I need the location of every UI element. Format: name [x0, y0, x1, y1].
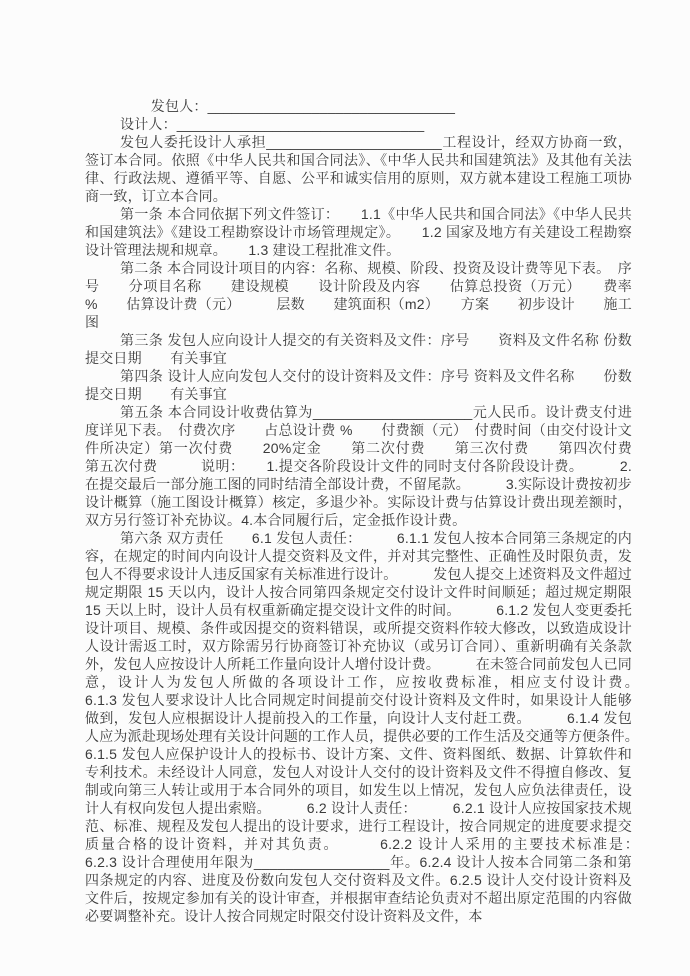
party-a-line: 发包人：_______________________________ [150, 98, 456, 114]
article-1-paragraph: 第一条 本合同依据下列文件签订： 1.1《中华人民共和国合同法》《中华人民共和国建筑法》《建设工程勘察设计市场管理规定》。 1.2 国家及地方有关建设工程勘察设计管理法规和规章。 1.3 建设工程批准文件。 [85, 206, 632, 258]
contract-body [85, 97, 675, 925]
party-b-line: 设计人：_______________________________ [120, 116, 425, 132]
article-5-paragraph: 第五条 本合同设计收费估算为____________________元人民币。设计费支付进度详见下表。 付费次序 占总设计费 % 付费额（元） 付费时间（由交付设计文件所决定）第一次付费 20%定金 第二次付费 第三次付费 第四次付费 第五次付费 说明： 1.提交各阶段设计文件的同时支付各阶段设计费。 2.在提交最后一部分施工图的同时结清全部设计费，不留尾款。 3.实际设计费按初步设计概算（施工图设计概算）核定，多退少补。实际设计费与估算设计费出现差额时，双方另行签订补充协议。4.本合同履行后，定金抵作设计费。 [85, 404, 661, 528]
article-3-paragraph: 第三条 发包人应向设计人提交的有关资料及文件：序号 资料及文件名称 份数 提交日期 有关事宜 [85, 332, 661, 366]
article-4-paragraph: 第四条 设计人应向发包人交付的设计资料及文件：序号 资料及文件名称 份数 提交日期 有关事宜 [85, 368, 661, 402]
intro-paragraph: 发包人委托设计人承担______________________工程设计，经双方协商一致，签订本合同。依照《中华人民共和国合同法》、《中华人民共和国建筑法》及其他有关法律、行政法规、遵循平等、自愿、公平和诚实信用的原则，双方就本建设工程施工项协商一致，订立本合同。 [85, 134, 632, 204]
article-6-paragraph: 第六条 双方责任 6.1 发包人责任： 6.1.1 发包人按本合同第三条规定的内容，在规定的时间内向设计人提交资料及文件，并对其完整性、正确性及时限负责，发包人不得要求设计人违反国家有关标准进行设计。 发包人提交上述资料及文件超过规定期限 15 天以内，设计人按合同第四条规定交付设计文件时间顺延；超过规定期限 15 天以上时，设计人员有权重新确定提交设计文件的时间。 6.1.2 发包人变更委托设计项目、规模、条件或因提交的资料错误，或所提交资料作较大修改，以致造成设计人设计需返工时，双方除需另行协商签订补充协议（或另订合同）、重新明确有关条款外，发包人应按设计人所耗工作量向设计人增付设计费。 在未签合同前发包人已同意，设计人为发包人所做的各项设计工作，应按收费标准，相应支付设计费。 6.1.3 发包人要求设计人比合同规定时间提前交付设计资料及文件时，如果设计人能够做到，发包人应根据设计人提前投入的工作量，向设计人支付赶工费。 6.1.4 发包人应为派赴现场处理有关设计问题的工作人员，提供必要的工作生活及交通等方便条件。 6.1.5 发包人应保护设计人的投标书、设计方案、文件、资料图纸、数据、计算软件和专利技术。未经设计人同意，发包人对设计人交付的设计资料及文件不得擅自修改、复制或向第三人转让或用于本合同外的项目，如发生以上情况，发包人应负法律责任，设计人有权向发包人提出索赔。 6.2 设计人责任： 6.2.1 设计人应按国家技术规范、标准、规程及发包人提出的设计要求，进行工程设计，按合同规定的进度要求提交质量合格的设计资料，并对其负责。 6.2.2 设计人采用的主要技术标准是： 6.2.3 设计合理使用年限为_________________年。6.2.4 设计人按本合同第二条和第四条规定的内容、进度及份数向发包人交付资料及文件。6.2.5 设计人交付设计资料及文件后，按规定参加有关的设计审查，并根据审查结论负责对不超出原定范围的内容做必要调整补充。设计人按合同规定时限交付设计资料及文件，本 [85, 530, 675, 924]
article-2-paragraph: 第二条 本合同设计项目的内容：名称、规模、阶段、投资及设计费等见下表。 序号 分项目名称 建设规模 设计阶段及内容 估算总投资（万元） 费率 % 估算设计费（元） 层数 建筑面积（m2） 方案 初步设计 施工图 [85, 260, 637, 330]
